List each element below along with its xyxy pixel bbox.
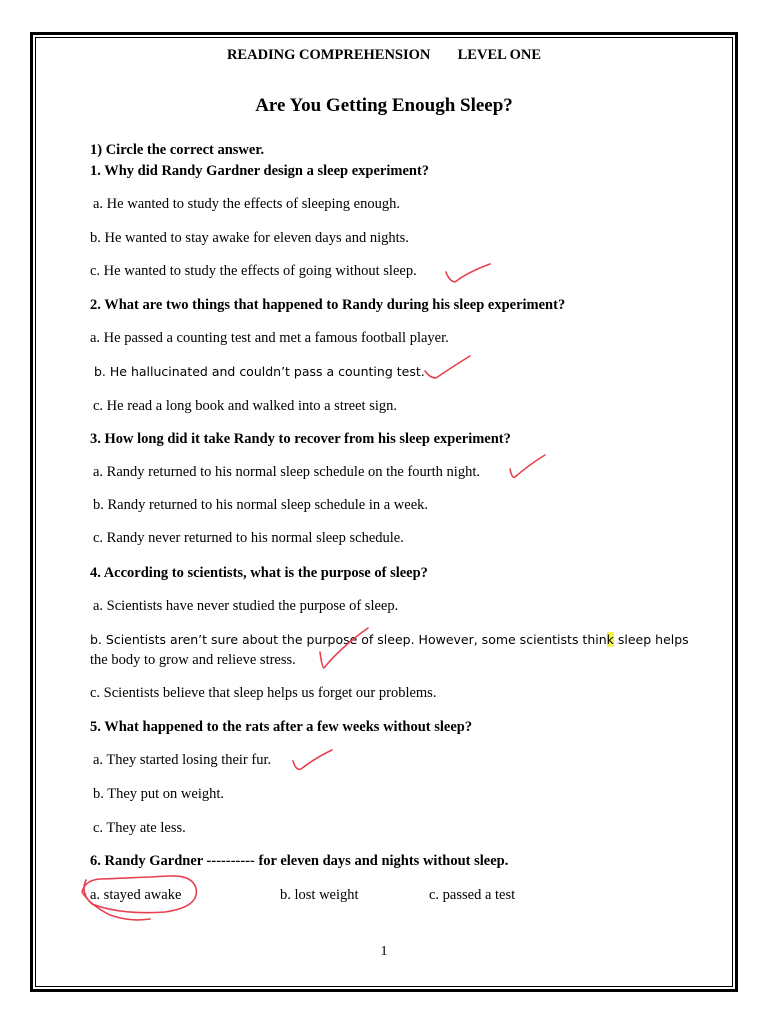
q6-option-a: a. stayed awake xyxy=(90,887,182,903)
q5-option-a: a. They started losing their fur. xyxy=(93,752,272,768)
worksheet-title: Are You Getting Enough Sleep? xyxy=(255,95,513,116)
header-right: LEVEL ONE xyxy=(457,47,542,63)
worksheet-header xyxy=(0,46,768,64)
q3-option-b: b. Randy returned to his normal sleep schedule in a week. xyxy=(93,497,429,513)
q5-option-b: b. They put on weight. xyxy=(93,786,225,802)
question-5: 5. What happened to the rats after a few weeks without sleep? xyxy=(90,719,473,735)
q6-option-b: b. lost weight xyxy=(280,887,359,903)
q3-option-c: c. Randy never returned to his normal sleep schedule. xyxy=(93,530,404,546)
q4-option-b-text-end: sleep helps xyxy=(613,632,689,647)
q2-option-b: b. He hallucinated and couldn’t pass a counting test. xyxy=(94,364,425,379)
q6-option-c: c. passed a test xyxy=(429,887,516,903)
q1-option-b: b. He wanted to stay awake for eleven days and nights. xyxy=(90,230,409,246)
q2-option-c: c. He read a long book and walked into a street sign. xyxy=(93,398,398,414)
q1-option-a: a. He wanted to study the effects of sleeping enough. xyxy=(93,196,400,212)
instruction: 1) Circle the correct answer. xyxy=(90,142,265,158)
question-4: 4. According to scientists, what is the purpose of sleep? xyxy=(90,565,428,581)
question-1: 1. Why did Randy Gardner design a sleep experiment? xyxy=(90,163,430,179)
q1-option-c: c. He wanted to study the effects of going without sleep. xyxy=(90,263,417,279)
q4-option-a: a. Scientists have never studied the purpose of sleep. xyxy=(93,598,399,614)
question-6: 6. Randy Gardner ---------- for eleven days and nights without sleep. xyxy=(90,853,509,869)
q4-option-c: c. Scientists believe that sleep helps us forget our problems. xyxy=(90,685,437,701)
q4-option-b-line1 xyxy=(90,631,689,649)
page-number: 1 xyxy=(380,944,388,959)
highlighted-letter: k xyxy=(606,632,614,647)
q2-option-a: a. He passed a counting test and met a famous football player. xyxy=(90,330,449,346)
q3-option-a: a. Randy returned to his normal sleep schedule on the fourth night. xyxy=(93,464,480,480)
question-2: 2. What are two things that happened to Randy during his sleep experiment? xyxy=(90,297,566,313)
q4-option-b-line2: the body to grow and relieve stress. xyxy=(90,652,296,668)
q4-option-b-text-start: b. Scientists aren’t sure about the purpose of sleep. However, some scientists thin xyxy=(90,632,607,647)
question-3: 3. How long did it take Randy to recover from his sleep experiment? xyxy=(90,431,511,447)
header-left: READING COMPREHENSION xyxy=(226,47,431,63)
q5-option-c: c. They ate less. xyxy=(93,820,186,836)
